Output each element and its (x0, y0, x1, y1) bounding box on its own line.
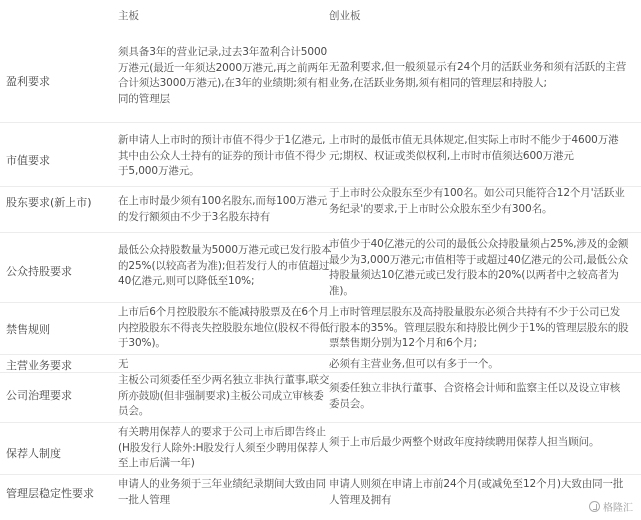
row-label-sponsor: 保荐人制度 (6, 447, 61, 460)
cell-main-main-business: 无 (118, 358, 129, 370)
cell-gem-main-business: 必须有主营业务,但可以有多于一个。 (329, 358, 499, 370)
column-header-gem-board: 创业板 (329, 10, 361, 22)
watermark-text: 格隆汇 (603, 503, 633, 514)
cell-gem-governance: 须委任独立非执行董事、合资格会计师和监察主任以及设立审核委员会。 (329, 382, 621, 410)
watermark-logo-icon (589, 501, 600, 512)
cell-main-profit: 须具备3年的营业记录,过去3年盈利合计5000万港元(最近一年须达2000万港元,再之前两年合计须达3000万港元),在3年的业绩期;须有相同的管理层 (118, 46, 329, 105)
cell-gem-lockup: 上市时管理层股东及高持股量股东必须合共持有不少于公司已发行股本的35%。管理层股东和持股比例少于1%的管理层股东的股票禁售期分别为12个月和6个月; (329, 306, 629, 349)
watermark (589, 499, 633, 514)
row-label-lockup: 禁售规则 (6, 323, 50, 336)
row-label-profit: 盈利要求 (6, 75, 50, 88)
row-divider (0, 232, 641, 233)
cell-main-sponsor: 有关聘用保荐人的要求于公司上市后即告终止(H股发行人除外:H股发行人须至少聘用保荐人至上市后满一年) (118, 426, 329, 469)
row-divider (0, 122, 641, 123)
row-divider (0, 474, 641, 475)
cell-gem-shareholders: 于上市时公众股东至少有100名。如公司只能符合12个月'活跃业务纪录'的要求,于上市时公众股东至少有300名。 (329, 187, 625, 215)
cell-gem-market-cap: 上市时的最低市值无具体规定,但实际上市时不能少于4600万港元;期权、权证或类似权利,上市时市值须达600万港元 (329, 134, 619, 162)
row-label-management-stability: 管理层稳定性要求 (6, 487, 94, 500)
cell-main-shareholders: 在上市时最少须有100名股东,而每100万港元的发行额须由不少于3名股东持有 (118, 195, 328, 223)
column-header-main-board: 主板 (118, 10, 139, 22)
cell-main-governance: 主板公司须委任至少两名独立非执行董事,联交所亦鼓励(但非强制要求)主板公司成立审核委员会。 (118, 374, 330, 417)
cell-main-market-cap: 新申请人上市时的预计市值不得少于1亿港元,其中由公众人士持有的证券的预计市值不得少于5,000万港元。 (118, 134, 326, 177)
row-label-market-cap: 市值要求 (6, 154, 50, 167)
cell-main-public-float: 最低公众持股数量为5000万港元或已发行股本的25%(以较高者为准);但若发行人的市值超过40亿港元,则可以降低至10%; (118, 244, 332, 287)
cell-main-management-stability: 申请人的业务须于三年业绩纪录期间大致由同一批人管理 (118, 478, 326, 506)
cell-gem-management-stability: 申请人则须在申请上市前24个月(或减免至12个月)大致由同一批人管理及拥有 (329, 478, 624, 506)
cell-gem-profit: 无盈利要求,但一般须显示有24个月的活跃业务和须有活跃的主营业务,在活跃业务期,须有相同的管理层和持股人; (329, 61, 627, 89)
row-label-shareholders: 股东要求(新上市) (6, 196, 92, 209)
row-label-main-business: 主营业务要求 (6, 359, 72, 372)
row-divider (0, 302, 641, 303)
cell-main-lockup: 上市后6个月控股股东不能减持股票及在6个月内控股股东不得丧失控股股东地位(股权不得低于30%)。 (118, 306, 330, 349)
cell-gem-sponsor: 须于上市后最少两整个财政年度持续聘用保荐人担当顾问。 (329, 436, 600, 448)
row-divider (0, 422, 641, 423)
row-label-governance: 公司治理要求 (6, 389, 72, 402)
row-label-public-float: 公众持股要求 (6, 265, 72, 278)
row-divider (0, 354, 641, 355)
cell-gem-public-float: 市值少于40亿港元的公司的最低公众持股量须占25%,涉及的金额最少为3,000万港元;市值相等于或超过40亿港元的公司,最低公众持股量须达10亿港元或已发行股本的20%(以两者中之较高者为准)。 (329, 238, 629, 297)
